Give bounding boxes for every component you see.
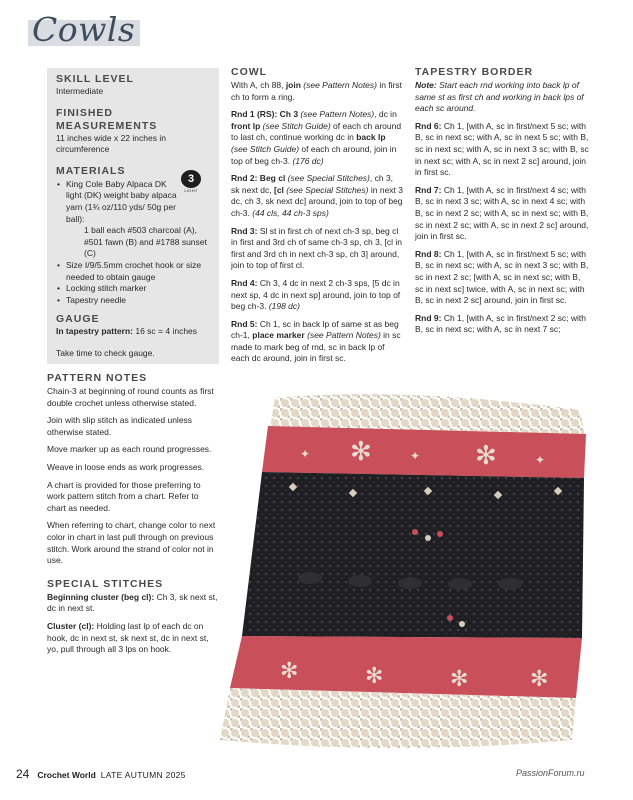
- magazine-name: Crochet World: [37, 770, 96, 780]
- cowl-column: [231, 66, 403, 371]
- svg-text:✦: ✦: [410, 449, 421, 463]
- materials-list: [56, 179, 214, 307]
- svg-text:✻: ✻: [280, 659, 299, 684]
- materials-item: • Locking stitch marker: [66, 283, 214, 295]
- cowl-photo: [200, 388, 600, 758]
- special-stitch-cl: Cluster (cl): Holding last lp of each dc on hook, dc in next st, sk next st, dc in next st, yo, pull through all 3 lps on hook.: [47, 620, 209, 655]
- section-title: Cowls: [32, 10, 136, 49]
- photo-top-pink-band: [262, 426, 586, 478]
- finished-measurements-value: 11 inches wide x 22 inches in circumference: [56, 132, 166, 155]
- cowl-rnd-5: Rnd 5: Ch 1, sc in back lp of same st as beg ch-1, place marker (see Pattern Notes) in sc made to mark beg of rnd, sc in back lp of each dc around, join in first sc.: [231, 318, 401, 364]
- cowl-rnd-4: Rnd 4: Ch 3, 4 dc in next 2 ch-3 sps, [5 dc in next sp, 4 dc in next sp] around, join to top of beg ch-3. (198 dc): [231, 277, 401, 312]
- tapestry-column: [415, 66, 591, 342]
- finished-measurements-heading: FINISHED MEASUREMENTS: [56, 106, 158, 132]
- svg-text:✻: ✻: [365, 664, 384, 689]
- yarn-weight-label: LIGHT: [184, 188, 198, 193]
- cowl-rnd-3: Rnd 3: Sl st in first ch of next ch-3 sp, beg cl in first and 3rd ch of same ch-3 sp, ch 3, [cl in first and 3rd ch in next ch-3 sp, ch 3] around, join to top of first cl.: [231, 225, 403, 271]
- gauge-heading: GAUGE: [56, 313, 100, 326]
- special-stitches-heading: SPECIAL STITCHES: [47, 577, 164, 590]
- cowl-heading: COWL: [231, 66, 268, 78]
- skill-level-heading: SKILL LEVEL: [56, 73, 134, 85]
- issue-label: LATE AUTUMN 2025: [100, 770, 186, 780]
- yarn-weight-number: 3: [181, 170, 201, 188]
- skill-level-value: Intermediate: [56, 86, 104, 96]
- materials-heading: MATERIALS: [56, 164, 126, 177]
- pattern-note: When referring to chart, change color to next color in chart in last pull through on previous stitch. Work around the strand of color not in use.: [47, 520, 216, 566]
- yarn-weight-icon: [181, 170, 201, 192]
- special-stitch-beg-cl: Beginning cluster (beg cl): Ch 3, sk next st, dc in next st.: [47, 591, 218, 614]
- tapestry-rnd-6: Rnd 6: Ch 1, [with A, sc in first/next 5 sc; with B, sc in next sc; with A, sc in next 5 sc; with B, sc in next sc; with A, sc in next 3 sc; with B, sc in next sc; with A, sc in next 2 sc] around, join in first sc.: [415, 120, 589, 178]
- svg-text:✻: ✻: [450, 667, 469, 692]
- photo-bottom-ruffle: [220, 688, 576, 748]
- svg-text:✦: ✦: [300, 447, 311, 461]
- svg-text:✻: ✻: [350, 437, 372, 467]
- svg-text:✻: ✻: [530, 667, 549, 692]
- svg-text:✦: ✦: [535, 453, 546, 467]
- gauge-note: Take time to check gauge.: [56, 347, 155, 358]
- info-sidebar: [56, 73, 214, 360]
- watermark: PassionForum.ru: [516, 768, 585, 778]
- materials-item: • Tapestry needle: [66, 295, 214, 307]
- svg-text:✻: ✻: [475, 441, 497, 471]
- pattern-note: Move marker up as each round progresses.: [47, 444, 212, 455]
- tapestry-rnd-9: Rnd 9: Ch 1, [with A, sc in first/next 2 sc; with B, sc in next sc; with A, sc in next 7 sc;: [415, 312, 587, 335]
- materials-item: 1 ball each #503 charcoal (A), #501 fawn (B) and #1788 sunset (C): [84, 225, 207, 259]
- pattern-notes-heading: PATTERN NOTES: [47, 372, 148, 384]
- pattern-note: A chart is provided for those preferring to work pattern stitch from a chart. Refer to chart as needed.: [47, 479, 201, 513]
- tapestry-note: Note: Start each rnd working into back lp of same st as first ch and working in back lps of each sc around.: [415, 80, 584, 114]
- page-footer: [16, 767, 186, 781]
- cowl-rnd-2: Rnd 2: Beg cl (see Special Stitches), ch 3, sk next dc, [cl (see Special Stitches) in next 3 dc, ch 3, sk next dc] around, join to top of beg ch-3. (44 cls, 44 ch-3 sps): [231, 173, 403, 218]
- tapestry-rnd-8: Rnd 8: Ch 1, [with A, sc in first/next 5 sc; with B, sc in next sc; with A, sc in next 3 sc; with B, sc in next 2 sc; [with A, sc in next sc; with B, sc in next sc] twice, with A, sc in next sc; with B, sc in next 2 sc] around, join in first sc.: [415, 248, 589, 306]
- cowl-rnd-1: Rnd 1 (RS): Ch 3 (see Pattern Notes), dc in front lp (see Stitch Guide) of each ch around to last ch, continue working dc in back lp (see Stitch Guide) of each ch around, join in top of beg ch-3. (176 dc): [231, 109, 402, 166]
- left-column: [47, 372, 219, 662]
- pattern-note: Weave in loose ends as work progresses.: [47, 461, 205, 472]
- cowl-intro: With A, ch 88, join (see Pattern Notes) in first ch to form a ring.: [231, 80, 403, 102]
- tapestry-rnd-7: Rnd 7: Ch 1, [with A, sc in first/next 4 sc; with B, sc in next 3 sc; with A, sc in next 4 sc; with B, sc in next 2 sc; with A, sc in next sc; with B, sc in next 2 sc; with A, sc in next 2 sc] around, join in first sc.: [415, 184, 589, 242]
- gauge-value: In tapestry pattern: 16 sc = 4 inches: [56, 326, 198, 337]
- tapestry-border-heading: TAPESTRY BORDER: [415, 66, 534, 78]
- materials-item: • King Cole Baby Alpaca DK light (DK) weight baby alpaca yarn (1¾ oz/110 yds/ 50g per ball):: [66, 179, 214, 225]
- pattern-note: Chain-3 at beginning of round counts as first double crochet unless otherwise stated.: [47, 386, 214, 408]
- materials-item: • Size I/9/5.5mm crochet hook or size needed to obtain gauge: [66, 260, 214, 283]
- page-number: 24: [16, 767, 30, 781]
- pattern-note: Join with slip stitch as indicated unless otherwise stated.: [47, 415, 193, 437]
